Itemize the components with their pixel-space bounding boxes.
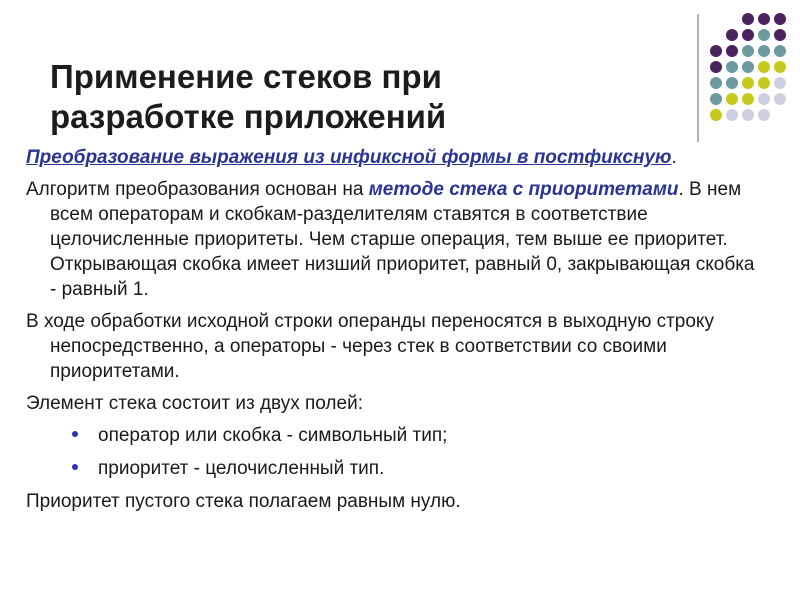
decorative-dot-lime (774, 61, 786, 73)
decorative-dot-lavender (742, 109, 754, 121)
algorithm-text-end: . В нем всем операторам и скобкам-разделителям ставятся в соответствие целочисленные приоритеты. Чем старше операция, тем выше ее приоритет. Открывающая скобка имеет низший приоритет, равный 0, закрывающая скобка - равный 1. (50, 179, 755, 300)
slide-title-line-2: разработке приложений (50, 98, 447, 135)
algorithm-paragraph (26, 177, 766, 302)
heading-paragraph (26, 145, 766, 170)
heading-link[interactable]: Преобразование выражения из инфиксной формы в постфиксную (26, 147, 672, 168)
bullet-item-operator (26, 423, 766, 448)
decorative-dot-lavender (774, 93, 786, 105)
decorative-dot-purple (774, 13, 786, 25)
bullet-icon (72, 464, 78, 470)
decorative-dot-purple (710, 61, 722, 73)
decorative-dot-purple (758, 13, 770, 25)
decorative-dot-lavender (758, 93, 770, 105)
algorithm-emphasis: методе стека с приоритетами (368, 179, 679, 200)
decorative-dot-grid (710, 13, 800, 133)
bullet-icon (72, 431, 78, 437)
empty-stack-paragraph: Приоритет пустого стека полагаем равным нулю. (26, 491, 461, 512)
decorative-dot-teal (726, 61, 738, 73)
decorative-dot-teal (758, 45, 770, 57)
decorative-dot-teal (774, 45, 786, 57)
slide-title-line-1: Применение стеков при (50, 58, 442, 95)
stack-element-paragraph: Элемент стека состоит из двух полей: (26, 393, 363, 414)
decorative-dot-lime (742, 77, 754, 89)
algorithm-text-start: Алгоритм преобразования основан на (26, 179, 369, 200)
decorative-dot-teal (742, 45, 754, 57)
decorative-dot-teal (726, 77, 738, 89)
decorative-dot-purple (726, 45, 738, 57)
decorative-dot-lavender (726, 109, 738, 121)
divider-line (697, 14, 699, 142)
decorative-dot-teal (742, 61, 754, 73)
decorative-dot-purple (774, 29, 786, 41)
decorative-dot-lime (726, 93, 738, 105)
decorative-dot-teal (758, 29, 770, 41)
processing-paragraph: В ходе обработки исходной строки операнды переносятся в выходную строку непосредственно, а операторы - через стек в соответствии со своими приоритетами. (26, 311, 714, 382)
decorative-dot-teal (710, 93, 722, 105)
slide-body (26, 145, 766, 521)
decorative-dot-purple (742, 13, 754, 25)
decorative-dot-lime (758, 61, 770, 73)
decorative-dot-purple (726, 29, 738, 41)
bullet-text-priority: приоритет - целочисленный тип. (98, 458, 385, 479)
decorative-dot-teal (710, 77, 722, 89)
bullet-text-operator: оператор или скобка - символьный тип; (98, 425, 448, 446)
decorative-dot-lavender (758, 109, 770, 121)
bullet-item-priority (26, 456, 766, 481)
heading-period: . (671, 147, 677, 168)
decorative-dot-lavender (774, 77, 786, 89)
decorative-dot-lime (742, 93, 754, 105)
decorative-dot-lime (758, 77, 770, 89)
decorative-dot-lime (710, 109, 722, 121)
decorative-dot-purple (710, 45, 722, 57)
decorative-dot-purple (742, 29, 754, 41)
slide-title (50, 57, 670, 137)
